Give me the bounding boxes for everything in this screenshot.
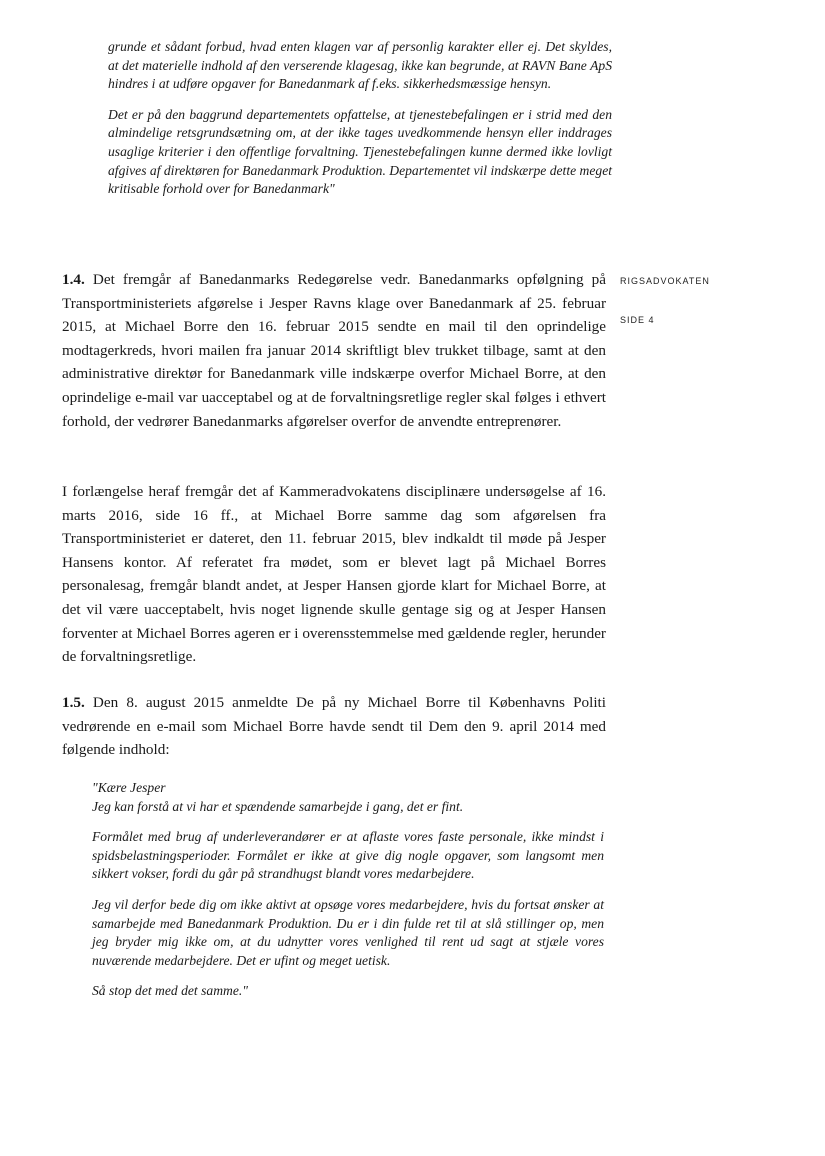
email-paragraph: Formålet med brug af underleverandører er at aflaste vores faste personale, ikke mindst i spidsbelastningsperioder. Formålet er ikke at give dig nogle opgaver, som langsomt men sikkert vokser, fordi du går på strandhugst blandt vores medarbejdere. [92, 829, 604, 882]
quote-paragraph: grunde et sådant forbud, hvad enten klagen var af personlig karakter eller ej. Det skyldes, at det materielle indhold af den verserende klagesag, ikke kan begrunde, at RAVN Bane ApS hindres i at udføre opgaver for Banedanmark af f.eks. sikkerhedsmæssige hensyn. [108, 39, 612, 92]
quote-paragraph: Det er på den baggrund departementets opfattelse, at tjenestebefalingen er i strid med den almindelige retsgrundsætning om, at der ikke tages uvedkommende hensyn eller inddrages usaglige kriterier i den offentlige forvaltning. Tjenestebefalingen kunne dermed ikke lovligt afgives af direktøren for Banedanmark Produktion. Departementet vil indskærpe dette meget kritisable forhold over for Banedanmark" [108, 106, 612, 197]
email-greeting: "Kære Jesper [92, 780, 166, 795]
email-closing: Så stop det med det samme." [92, 983, 248, 999]
quoted-email [92, 779, 604, 1013]
sidebar-org: RIGSADVOKATEN [620, 276, 710, 286]
section-1-4 [62, 268, 606, 433]
email-greeting-block [92, 779, 604, 816]
section-number: 1.4. [62, 271, 85, 288]
section-text: Det fremgår af Banedanmarks Redegørelse vedr. Banedanmarks opfølgning på Transportministeriets afgørelse i Jesper Ravns klage over Banedanmark af 25. februar 2015, at Michael Borre den 16. februar 2015 sendte en mail til den oprindelige modtagerkreds, hvori mailen fra januar 2014 skriftligt blev trukket tilbage, samt at den administrative direktør for Banedanmark ville indskærpe overfor Michael Borre, at den oprindelige e-mail var uacceptabel og at de forvaltningsretlige regler skal følges i ethvert forhold, der vedrører Banedanmarks afgørelser overfor de anvendte entreprenører. [62, 271, 606, 430]
email-paragraph: Jeg vil derfor bede dig om ikke aktivt at opsøge vores medarbejdere, hvis du fortsat ønsker at samarbejde med Banedanmark Produktion. Du er i din fulde ret til at slå stillinger op, men jeg bryder mig ikke om, at du udnytter vores venlighed til rent ud sagt at stjæle vores nuværende medarbejdere. Det er ufint og meget uetisk. [92, 896, 604, 968]
email-opening-line: Jeg kan forstå at vi har et spændende samarbejde i gang, det er fint. [92, 798, 464, 814]
sidebar-page-number: SIDE 4 [620, 315, 655, 325]
section-number: 1.5. [62, 694, 85, 711]
section-1-4-continued [62, 480, 606, 669]
section-1-5 [62, 691, 606, 762]
section-text: Den 8. august 2015 anmeldte De på ny Michael Borre til Københavns Politi vedrørende en e-mail som Michael Borre havde sendt til Dem den 9. april 2014 med følgende indhold: [62, 694, 606, 759]
section-text: I forlængelse heraf fremgår det af Kammeradvokatens disciplinære undersøgelse af 16. marts 2016, side 16 ff., at Michael Borre samme dag som afgørelsen fra Transportministeriet er dateret, den 11. februar 2015, blev indkaldt til møde på Jesper Hansens kontor. Af referatet fra mødet, som er blevet lagt på Michael Borres personalesag, fremgår blandt andet, at Jesper Hansen gjorde klart for Michael Borre, at det vil være uacceptabelt, hvis noget lignende skulle gentage sig og at Jesper Hansen forventer at Michael Borres ageren er i overensstemmelse med gældende regler, herunder de forvaltningsretlige. [62, 483, 606, 666]
quote-top [108, 38, 612, 211]
